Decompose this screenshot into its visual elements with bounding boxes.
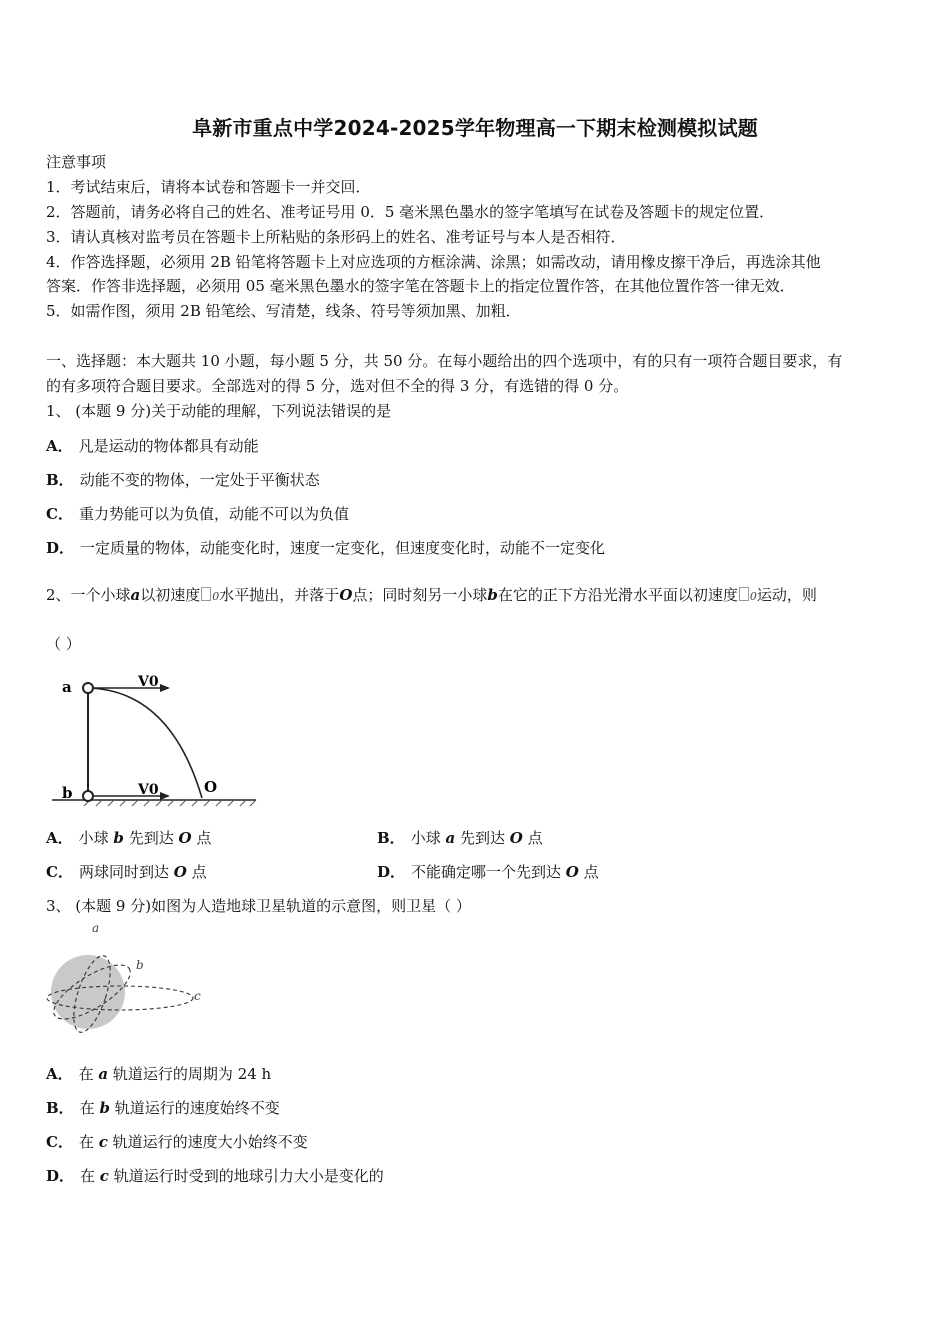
option-text: 点 xyxy=(186,863,207,881)
option-text: 小球 xyxy=(410,829,446,847)
option-symbol: O xyxy=(178,829,192,847)
q2-option-a xyxy=(46,826,211,850)
q1-option-a xyxy=(46,434,259,458)
ball-a-symbol: a xyxy=(130,586,141,604)
missing-glyph-icon xyxy=(201,587,211,601)
option-key: A． xyxy=(46,829,73,847)
option-text: 轨道运行的速度始终不变 xyxy=(109,1099,280,1117)
option-symbol: O xyxy=(565,863,579,881)
section-instructions: 的有多项符合题目要求。全部选对的得 5 分，选对但不全的得 3 分，有选错的得 0 分。 xyxy=(46,377,629,395)
option-text: 点 xyxy=(578,863,599,881)
option-text: 轨道运行的速度大小始终不变 xyxy=(107,1133,308,1151)
stem-part: 水平抛出，并落于 xyxy=(219,586,340,604)
ball-b xyxy=(83,791,93,801)
option-text: 小球 xyxy=(78,829,114,847)
notice-item: 5．如需作图，须用 2B 铅笔绘、写清楚，线条、符号等须加黑、加粗． xyxy=(46,302,521,320)
option-symbol: c xyxy=(99,1167,109,1185)
option-text: 轨道运行的周期为 24 h xyxy=(108,1065,272,1083)
option-text: 在 xyxy=(80,1167,100,1185)
question-2-stem xyxy=(46,583,908,609)
missing-glyph-icon xyxy=(739,587,749,601)
label-o: O xyxy=(204,778,218,796)
stem-part: 在它的正下方沿光滑水平面以初速度 xyxy=(497,586,738,604)
point-o-symbol: O xyxy=(339,586,353,604)
label-a: a xyxy=(92,921,100,935)
option-key: B． xyxy=(46,471,74,489)
stem-part: 2、一个小球 xyxy=(46,586,131,604)
projectile-figure xyxy=(50,670,260,810)
option-key: A． xyxy=(46,1065,73,1083)
notice-item: 4．作答选择题，必须用 2B 铅笔将答题卡上对应选项的方框涂满、涂黑；如需改动，请用橡皮擦干净后，再选涂其他 xyxy=(46,253,821,271)
option-key: C． xyxy=(46,505,73,523)
satellite-orbit-figure xyxy=(40,918,215,1038)
option-symbol: a xyxy=(445,829,456,847)
option-key: D． xyxy=(46,539,75,557)
question-3-stem: 3、 (本题 9 分)如图为人造地球卫星轨道的示意图，则卫星（ ） xyxy=(46,897,471,915)
q3-option-c xyxy=(46,1130,308,1154)
q1-option-b xyxy=(46,468,320,492)
option-text: 重力势能可以为负值，动能不可以为负值 xyxy=(78,505,349,523)
option-key: C． xyxy=(46,863,73,881)
q2-option-d xyxy=(377,860,599,884)
option-text: 动能不变的物体，一定处于平衡状态 xyxy=(79,471,320,489)
arrowhead-icon xyxy=(160,792,170,800)
option-key: D． xyxy=(377,863,406,881)
label-a: a xyxy=(62,678,72,696)
q3-option-a xyxy=(46,1062,271,1086)
v0-subscript: 0 xyxy=(749,590,757,603)
earth-sphere xyxy=(51,955,125,1029)
q2-option-c xyxy=(46,860,207,884)
arrowhead-icon xyxy=(160,684,170,692)
option-key: C． xyxy=(46,1133,73,1151)
option-symbol: b xyxy=(99,1099,110,1117)
option-key: A． xyxy=(46,437,73,455)
option-symbol: a xyxy=(98,1065,109,1083)
option-text: 在 xyxy=(78,1133,99,1151)
option-key: B． xyxy=(377,829,405,847)
option-text: 轨道运行时受到的地球引力大小是变化的 xyxy=(108,1167,384,1185)
option-key: D． xyxy=(46,1167,75,1185)
option-text: 在 xyxy=(79,1099,100,1117)
page-title: 阜新市重点中学2024-2025学年物理高一下期末检测模拟试题 xyxy=(192,116,758,140)
notice-item: 2．答题前，请务必将自己的姓名、准考证号用 0．5 毫米黑色墨水的签字笔填写在试卷及答题卡的规定位置． xyxy=(46,203,775,221)
option-text: 先到达 xyxy=(123,829,179,847)
question-1-stem: 1、 (本题 9 分)关于动能的理解，下列说法错误的是 xyxy=(46,402,392,420)
q3-option-b xyxy=(46,1096,280,1120)
option-symbol: O xyxy=(509,829,523,847)
label-v0-top: V0 xyxy=(138,674,159,690)
ball-a xyxy=(83,683,93,693)
label-b: b xyxy=(136,958,144,972)
v0-subscript: 0 xyxy=(212,590,220,603)
option-text: 两球同时到达 xyxy=(78,863,174,881)
option-text: 凡是运动的物体都具有动能 xyxy=(78,437,259,455)
label-c: c xyxy=(194,989,201,1003)
notice-item: 3．请认真核对监考员在答题卡上所粘贴的条形码上的姓名、准考证号与本人是否相符． xyxy=(46,228,626,246)
option-text: 一定质量的物体，动能变化时，速度一定变化，但速度变化时，动能不一定变化 xyxy=(80,539,606,557)
stem-part: 以初速度 xyxy=(140,586,201,604)
label-v0-bottom: V0 xyxy=(138,782,159,798)
option-symbol: b xyxy=(113,829,124,847)
option-symbol: O xyxy=(173,863,187,881)
stem-part: 点；同时刻另一小球 xyxy=(352,586,488,604)
ground-hatch xyxy=(84,800,256,806)
option-text: 不能确定哪一个先到达 xyxy=(411,863,566,881)
q3-option-d xyxy=(46,1164,384,1188)
option-key: B． xyxy=(46,1099,74,1117)
q2-option-b xyxy=(377,826,543,850)
notice-item: 答案．作答非选择题，必须用 05 毫米黑色墨水的签字笔在答题卡上的指定位置作答，在其他位置作答一律无效． xyxy=(46,277,795,295)
section-instructions: 一、选择题：本大题共 10 小题，每小题 5 分，共 50 分。在每小题给出的四个选项中，有的只有一项符合题目要求，有 xyxy=(46,352,843,370)
option-text: 点 xyxy=(522,829,543,847)
label-b: b xyxy=(62,784,73,802)
q1-option-d xyxy=(46,536,605,560)
notice-item: 1．考试结束后，请将本试卷和答题卡一并交回． xyxy=(46,178,371,196)
option-text: 点 xyxy=(191,829,212,847)
ball-b-symbol: b xyxy=(487,586,498,604)
option-text: 在 xyxy=(78,1065,99,1083)
answer-paren: （ ） xyxy=(46,635,81,653)
stem-part: 运动，则 xyxy=(756,586,817,604)
q1-option-c xyxy=(46,502,349,526)
option-symbol: c xyxy=(98,1133,108,1151)
option-text: 先到达 xyxy=(455,829,510,847)
notice-heading: 注意事项 xyxy=(46,153,107,171)
